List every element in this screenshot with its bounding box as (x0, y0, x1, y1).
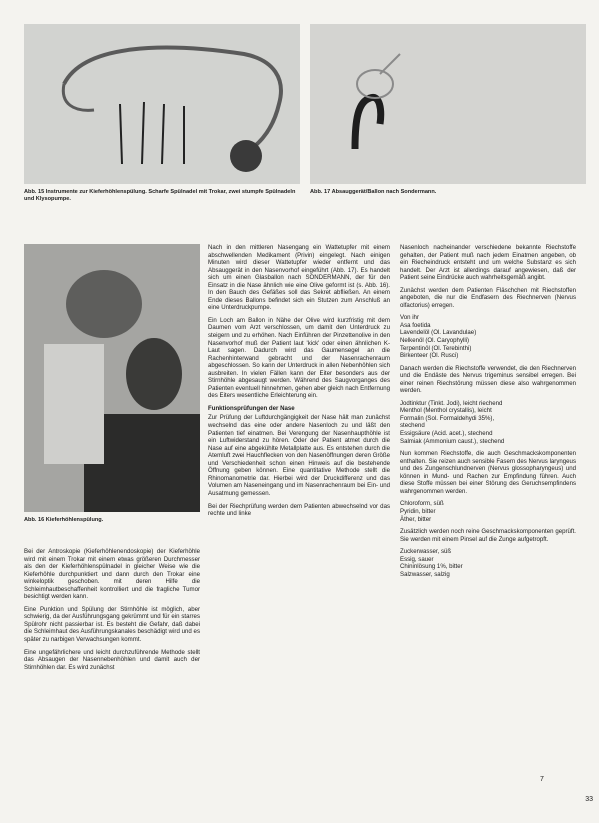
figure-caption-17 (310, 189, 590, 196)
list-item: Nelkenöl (Ol. Caryophylli) (400, 337, 470, 345)
page-number: 33 (585, 796, 593, 803)
procedure-illustration (24, 244, 200, 512)
list-item: Birkenteer (Ol. Rusci) (400, 352, 459, 360)
text-column-middle (208, 244, 390, 523)
list-label: Von ihr (400, 314, 419, 322)
paragraph: Nun kommen Riechstoffe, die auch Geschmackskomponenten enthalten. Sie reizen auch sensible Fasern des Nervus laryngeus und des Zungenschlundnerven (Nervus glossopharyngeus) und können in Mund- und Rachen zur Empfindung führen. Auch diese Stoffe müssen bei einer Störung des Geruchsempfindens wahrgenommen werden. (400, 450, 576, 495)
text-column-right (400, 244, 576, 583)
list-item: Salzwasser, salzig (400, 570, 450, 578)
list-item: Pyridin, bitter (400, 507, 436, 515)
caption-number: Abb. 16 (24, 517, 45, 523)
figure-caption-15 (24, 189, 304, 203)
paragraph: Zunächst werden dem Patienten Fläschchen mit Riechstoffen angeboten, die nur die Endfasern des Riechnerven (Nervus olfactorius) erregen. (400, 286, 576, 309)
caption-number: Abb. 17 (310, 189, 331, 195)
list-item: Asa foetida (400, 321, 431, 329)
text-column-left (24, 548, 200, 676)
paragraph: Bei der Riechprüfung werden dem Patienten abwechselnd vor das rechte und linke (208, 502, 390, 518)
list-taste (400, 548, 576, 578)
paragraph: Nach in den mittleren Nasengang ein Wattetupfer mit einem abschwellenden Medikament (Privin) eingelegt. Nach einigen Minuten wird dieser Wattetupfer wieder entfernt und das Absauggerät in den Nasenvorhof eingeführt (Abb. 17). Es handelt sich um einen Glasballon nach SONDERMANN, der für den Einsatz in die Nase ähnlich wie eine Olive geformt ist (s. Abb. 16). In den Bauch des Gefäßes soll das Sekret abfließen. An einem Ende dieses Ballons befindet sich ein Stutzen zum Anschluß an eine Unterdruckpumpe. (208, 244, 390, 312)
list-item: Essigsäure (Acid. acet.), stechend (400, 430, 493, 438)
paragraph: Danach werden die Riechstoffe verwendet, die den Riechnerven und die Endäste des Nervus trigeminus sensibel erregen. Bei einer reinen Riechstörung müssen diese also wahrgenommen werden. (400, 364, 576, 395)
list-item: Menthol (Menthol crystallis), leicht (400, 407, 492, 415)
list-item: Essig, sauer (400, 555, 434, 563)
caption-text: Instrumente zur Kieferhöhlenspülung. Scharfe Spülnadel mit Trokar, zwei stumpfe Spülnadeln und Klysopumpe. (24, 189, 296, 202)
paragraph: Zur Prüfung der Luftdurchgängigkeit der Nase hält man zunächst wechselnd das eine oder andere Nasenloch zu und läßt den Patienten tief einatmen. Bei Verengung der Nasenhaupthöhle ist ein Luftwiderstand zu hören. Oder der Patient atmet durch die Nase auf eine abgekühlte Metallplatte aus. Es entstehen durch die Atemluft zwei Hauchflecken von den Nasenöffnungen deren Größe und Verschiedenheit schon einen Hinweis auf die bestehende Öffnung geben können. Eine quantitative Methode stellt die Rhinomanometrie dar. Hierbei wird der Druckdifferenz und das Volumen am Naseneingang und im Nasenrachenraum bei Ein- und Ausatmung gemessen. (208, 414, 390, 497)
list-item: Lavendelöl (Ol. Lavandulae) (400, 329, 477, 337)
suction-device-illustration (310, 24, 586, 184)
paragraph: Zusätzlich werden noch reine Geschmackskomponenten geprüft. Sie werden mit einem Pinsel auf die Zunge aufgetropft. (400, 528, 576, 543)
list-item: Äther, bitter (400, 515, 432, 523)
photo-instruments (24, 24, 300, 184)
paragraph: Eine ungefährlichere und leicht durchzuführende Methode stellt das Absaugen der Nasennebenhöhlen und damit auch der Stirnhöhlen dar. Es wird zunächst (24, 648, 200, 671)
paragraph: Eine Punktion und Spülung der Stirnhöhle ist möglich, aber schwierig, da der Ausführungsgang gekrümmt und für ein starres Spülrohr nicht passierbar ist. Es besteht die Gefahr, daß dabei die Schleimhaut des Ausführungskanales beschädigt wird und es später zu narbigen Verwachsungen kommt. (24, 605, 200, 644)
list-item: stechend (400, 422, 425, 430)
list-olfactory (400, 322, 576, 360)
paragraph: Bei der Antroskopie (Kieferhöhlenendoskopie) der Kieferhöhle wird mit einem Trokar mit einem etwas größeren Durchmesser als den der Kieferhöhlenspülnadel in gleicher Weise wie die Kieferhöhle durchpunktiert und dann durch den Trokar eine winkeloptik geschoben. mit deren Hilfe die Schleimhautbeschaffenheit kontrolliert und die fragliche Tumor besichtigt werden kann. (24, 548, 200, 601)
margin-mark: 7 (540, 776, 544, 783)
list-item: Formalin (Sol. Formaldehydi 35%), (400, 414, 495, 422)
section-heading: Funktionsprüfungen der Nase (208, 404, 295, 412)
list-item: Terpentinöl (Ol. Terebinthi) (400, 344, 472, 352)
list-item: Salmiak (Ammonium caust.), stechend (400, 437, 505, 445)
list-item: Jodtinktur (Tinkt. Jodi), leicht riechend (400, 399, 503, 407)
instruments-illustration (24, 24, 300, 184)
caption-number: Abb. 15 (24, 189, 45, 195)
photo-procedure (24, 244, 200, 512)
photo-suction-device (310, 24, 586, 184)
list-item: Chloroform, süß (400, 500, 444, 508)
list-taste-odor (400, 500, 576, 523)
caption-text: Kieferhöhlenspülung. (45, 517, 104, 523)
figure-caption-16 (24, 517, 200, 524)
list-item: Chininlösung 1%, bitter (400, 563, 463, 571)
list-item: Zuckerwasser, süß (400, 548, 452, 556)
list-trigeminal (400, 400, 576, 445)
caption-text: Absauggerät/Ballon nach Sondermann. (331, 189, 437, 195)
paragraph: Ein Loch am Ballon in Nähe der Olive wird kurzfristig mit dem Daumen vom Arzt verschlossen, um damit den Unterdruck zu steigern und zu erhöhen. Nach Einführen der Pinzettenolive in den Nasenvorhof muß der Patient laut 'kick' oder einen ähnlichen K-Laut sagen. Dadurch wird das Gaumensegel an die Rachenhinterwand gebracht und der Nasenrachenraum abgeschlossen. So kann der Unterdruck in allen Nebenhöhlen sich ausbreiten. In vielen Fällen kann der Eiter besonders aus der Stirnhöhle abgesaugt werden. Während des Saugvorganges des Patienten eventuell hinnehmen, gehen aber gleich nach Entfernung des Eiters wesentliche Erleichterung ein. (208, 316, 390, 400)
paragraph: Nasenloch nacheinander verschiedene bekannte Riechstoffe gehalten, der Patient muß nach jedem Einatmen angeben, ob ein Riecheindruck entsteht und um welche Substanz es sich handelt. Der Arzt ist allerdings darauf angewiesen, daß der Patient seine Eindrücke auch wahrheitsgemäß angibt. (400, 244, 576, 282)
